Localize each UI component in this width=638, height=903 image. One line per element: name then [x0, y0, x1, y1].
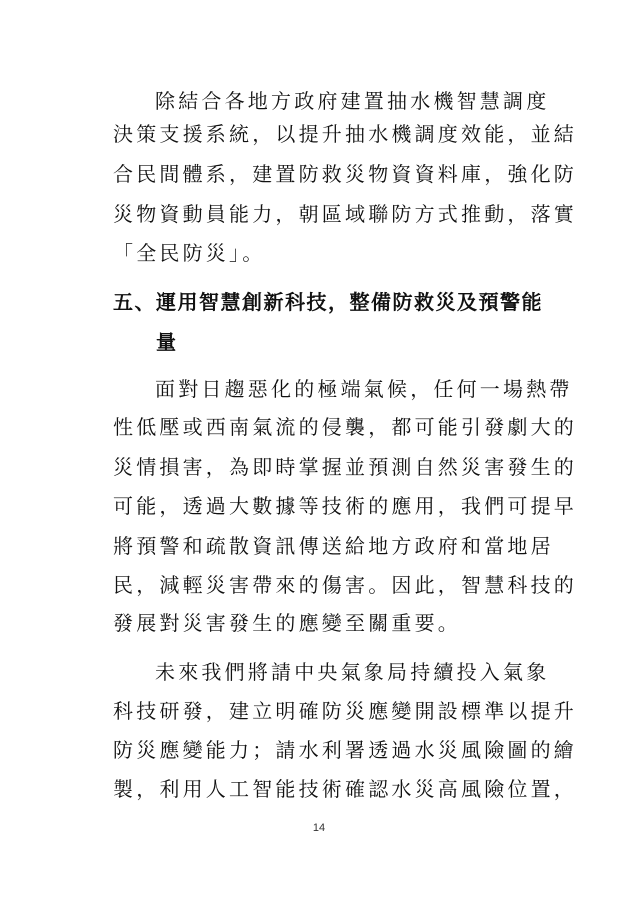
paragraph-2-line-5: 將預警和疏散資訊傳送給地方政府和當地居: [113, 534, 554, 558]
paragraph-1-line-4: 災物資動員能力，朝區域聯防方式推動，落實: [113, 202, 577, 226]
paragraph-2-line-6: 民，減輕災害帶來的傷害。因此，智慧科技的: [113, 573, 577, 597]
paragraph-3-line-1: 未來我們將請中央氣象局持續投入氣象: [155, 660, 550, 684]
paragraph-1-line-1: 除結合各地方政府建置抽水機智慧調度: [155, 89, 550, 113]
paragraph-3-line-4: 製，利用人工智能技術確認水災高風險位置，: [113, 777, 577, 801]
paragraph-2-line-7: 發展對災害發生的應變至關重要。: [113, 611, 461, 635]
paragraph-1-line-2: 決策支援系統，以提升抽水機調度效能，並結: [113, 122, 577, 146]
paragraph-1-line-3: 合民間體系，建置防救災物資資料庫，強化防: [113, 162, 577, 186]
paragraph-2-line-3: 災情損害，為即時掌握並預測自然災害發生的: [113, 455, 577, 479]
section-heading-line-1: 五、運用智慧創新科技，整備防救災及預警能: [113, 290, 543, 314]
paragraph-1-line-5: 「全民防災」。: [113, 241, 266, 265]
section-heading-line-2: 量: [156, 330, 178, 354]
paragraph-2-line-4: 可能，透過大數據等技術的應用，我們可提早: [113, 494, 577, 518]
page-number: 14: [312, 822, 326, 834]
paragraph-2-line-1: 面對日趨惡化的極端氣候，任何一場熱帶: [155, 377, 573, 401]
paragraph-3-line-3: 防災應變能力；請水利署透過水災風險圖的繪: [113, 738, 577, 762]
paragraph-2-line-2: 性低壓或西南氣流的侵襲，都可能引發劇大的: [113, 415, 577, 439]
paragraph-3-line-2: 科技研發，建立明確防災應變開設標準以提升: [113, 699, 577, 723]
